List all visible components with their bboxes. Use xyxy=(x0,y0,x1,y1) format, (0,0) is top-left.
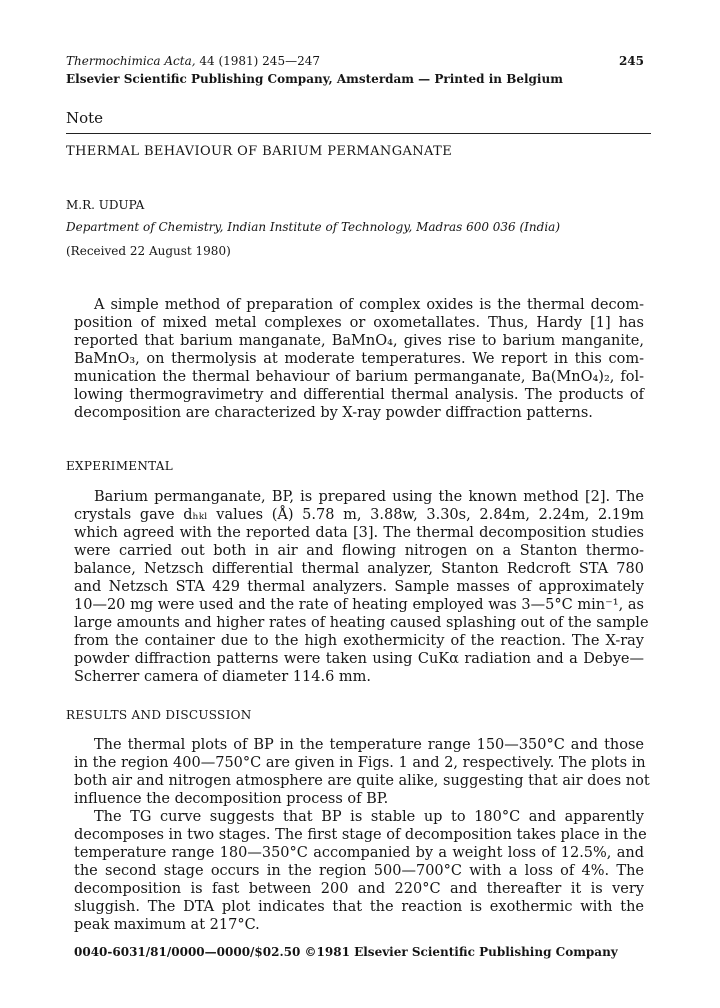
results-line: influence the decomposition process of BP. xyxy=(74,791,389,807)
section-heading-results: RESULTS AND DISCUSSION xyxy=(66,708,252,722)
results-line: in the region 400—750°C are given in Figs. 1 and 2, respectively. The plots in xyxy=(74,755,646,771)
author: M.R. UDUPA xyxy=(66,198,145,212)
experimental-line: Barium permanganate, BP, is prepared using the known method [2]. The xyxy=(94,489,644,505)
abstract-line: A simple method of preparation of complex oxides is the thermal decom- xyxy=(94,297,644,313)
page-number: 245 xyxy=(618,54,644,68)
experimental-line: 10—20 mg were used and the rate of heating employed was 3—5°C min⁻¹, as xyxy=(74,597,644,613)
note-label: Note xyxy=(66,109,104,127)
results-line: The TG curve suggests that BP is stable up to 180°C and apparently xyxy=(94,809,644,825)
results-line: The thermal plots of BP in the temperature range 150—350°C and those xyxy=(94,737,644,753)
experimental-line: from the container due to the high exothermicity of the reaction. The X-ray xyxy=(74,633,644,649)
abstract-line: decomposition are characterized by X-ray powder diffraction patterns. xyxy=(74,405,593,421)
experimental-line: large amounts and higher rates of heating caused splashing out of the sample xyxy=(74,615,649,631)
abstract-line: munication the thermal behaviour of barium permanganate, Ba(MnO₄)₂, fol- xyxy=(74,369,644,385)
journal-citation xyxy=(66,54,320,68)
journal-volume-pages: 44 (1981) 245—247 xyxy=(199,54,320,68)
results-line: the second stage occurs in the region 500—700°C with a loss of 4%. The xyxy=(74,863,644,879)
experimental-line: Scherrer camera of diameter 114.6 mm. xyxy=(74,669,372,685)
affiliation: Department of Chemistry, Indian Institute of Technology, Madras 600 036 (India) xyxy=(66,220,561,234)
experimental-line: which agreed with the reported data [3]. The thermal decomposition studies xyxy=(74,525,644,541)
results-line: peak maximum at 217°C. xyxy=(74,917,260,933)
abstract-line: BaMnO₃, on thermolysis at moderate temperatures. We report in this com- xyxy=(74,351,644,367)
results-line: temperature range 180—350°C accompanied by a weight loss of 12.5%, and xyxy=(74,845,644,861)
results-line: decomposes in two stages. The first stage of decomposition takes place in the xyxy=(74,827,647,843)
publisher-line: Elsevier Scientific Publishing Company, Amsterdam — Printed in Belgium xyxy=(66,72,563,86)
journal-name: Thermochimica Acta, xyxy=(66,54,196,68)
experimental-line: and Netzsch STA 429 thermal analyzers. Sample masses of approximately xyxy=(74,579,644,595)
results-line: both air and nitrogen atmosphere are quite alike, suggesting that air does not xyxy=(74,773,650,789)
experimental-line: were carried out both in air and flowing nitrogen on a Stanton thermo- xyxy=(74,543,644,559)
results-paragraph-2 xyxy=(74,808,647,934)
section-heading-experimental: EXPERIMENTAL xyxy=(66,459,174,473)
received-date: (Received 22 August 1980) xyxy=(66,244,231,258)
abstract-paragraph xyxy=(74,296,644,422)
abstract-line: reported that barium manganate, BaMnO₄, gives rise to barium manganite, xyxy=(74,333,644,349)
abstract-line: lowing thermogravimetry and differential thermal analysis. The products of xyxy=(74,387,644,403)
experimental-line: crystals gave dₕₖₗ values (Å) 5.78 m, 3.88w, 3.30s, 2.84m, 2.24m, 2.19m xyxy=(74,507,644,523)
experimental-paragraph xyxy=(74,488,649,686)
copyright-footer: 0040-6031/81/0000—0000/$02.50 ©1981 Elsevier Scientific Publishing Company xyxy=(74,945,618,959)
title-rule xyxy=(66,133,651,134)
experimental-line: balance, Netzsch differential thermal analyzer, Stanton Redcroft STA 780 xyxy=(74,561,644,577)
results-line: sluggish. The DTA plot indicates that the reaction is exothermic with the xyxy=(74,899,644,915)
article-title: THERMAL BEHAVIOUR OF BARIUM PERMANGANATE xyxy=(66,144,453,159)
results-line: decomposition is fast between 200 and 220°C and thereafter it is very xyxy=(74,881,644,897)
abstract-line: position of mixed metal complexes or oxometallates. Thus, Hardy [1] has xyxy=(74,315,644,331)
results-paragraph-1 xyxy=(74,736,650,808)
experimental-line: powder diffraction patterns were taken using CuKα radiation and a Debye— xyxy=(74,651,644,667)
